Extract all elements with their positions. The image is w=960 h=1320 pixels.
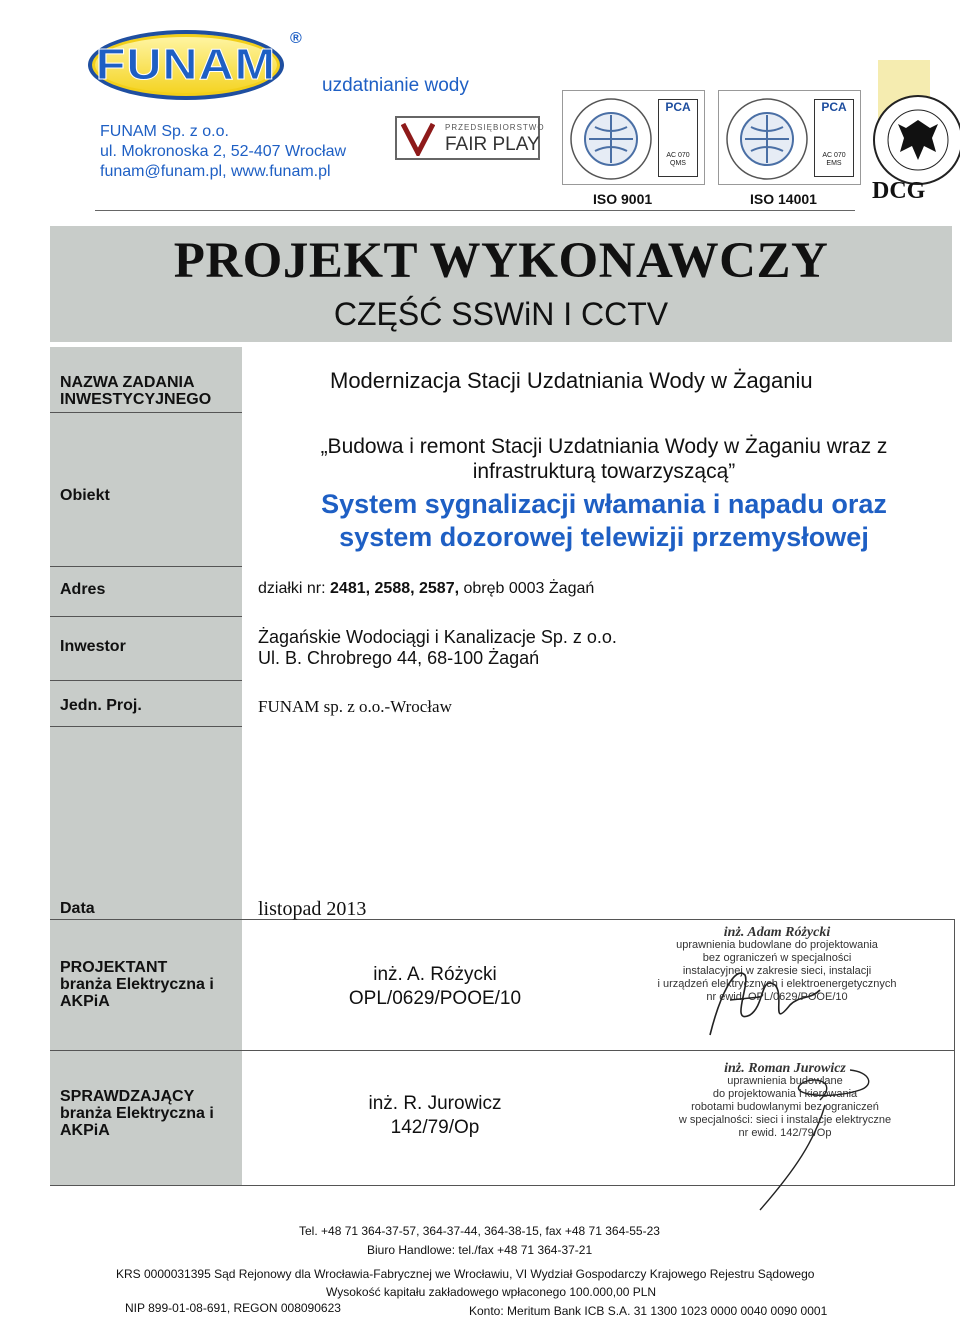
row-divider: [50, 412, 242, 413]
stamp-line: i urządzeń elektrycznych i elektroenergetycznych: [657, 978, 897, 990]
designer-license: OPL/0629/POOE/10: [348, 988, 522, 1009]
document-subtitle: CZĘŚĆ SSWiN I CCTV: [333, 296, 669, 332]
checker-name: inż. R. Jurowicz: [368, 1093, 502, 1114]
stamp-line: uprawnienia budowlane: [727, 1075, 843, 1087]
designer-name: inż. A. Różycki: [373, 964, 497, 985]
pca-mark: [658, 99, 698, 177]
designer-signature: [690, 955, 840, 1050]
logo-text: FUNAM: [95, 40, 277, 89]
label-checker-line1: SPRAWDZAJĄCY: [60, 1088, 195, 1105]
dcg-label: DCG: [872, 178, 926, 204]
row-divider: [50, 919, 955, 920]
footer-capital: Wysokość kapitału zakładowego wpłaconego 100.000,00 PLN: [326, 1285, 657, 1299]
fairplay-badge: [395, 116, 545, 160]
label-investor: Inwestor: [60, 638, 126, 655]
label-date: Data: [60, 900, 95, 917]
pca-text: PCA: [821, 100, 847, 114]
label-column: [50, 347, 242, 1185]
accreditation-text: AC 070 QMS: [666, 152, 690, 167]
iso-14001-label: ISO 14001: [750, 191, 817, 207]
address-plots: 2481, 2588, 2587,: [330, 580, 460, 597]
label-checker: [60, 1088, 214, 1139]
footer-phone: Tel. +48 71 364-37-57, 364-37-44, 364-38-15, fax +48 71 364-55-23: [299, 1224, 660, 1238]
object-line4: system dozorowej telewizji przemysłowej: [339, 522, 869, 552]
company-name: FUNAM Sp. z o.o.: [100, 123, 229, 140]
footer-nip: NIP 899-01-08-691, REGON 008090623: [125, 1301, 341, 1315]
tagline: uzdatnianie wody: [322, 75, 469, 96]
label-task-line1: NAZWA ZADANIA: [60, 374, 195, 391]
stamp-name: inż. Roman Jurowicz: [724, 1061, 846, 1076]
object-line3: System sygnalizacji włamania i napadu oraz: [321, 489, 887, 519]
stamp-line: w specjalności: sieci i instalacje elektryczne: [678, 1114, 892, 1126]
iso-9001-label: ISO 9001: [593, 191, 653, 207]
label-task-line2: INWESTYCYJNEGO: [60, 391, 212, 408]
investor-address: Ul. B. Chrobrego 44, 68-100 Żagań: [258, 648, 540, 668]
funam-logo: [88, 30, 284, 100]
object-description: [264, 434, 944, 484]
pcbc-seal-icon: [569, 97, 653, 181]
investment-task-name: Modernizacja Stacji Uzdatniania Wody w Żaganiu: [330, 368, 813, 393]
label-checker-line2: branża Elektryczna i: [60, 1105, 214, 1122]
label-designer-line3: AKPiA: [60, 993, 110, 1010]
object-system: [264, 488, 944, 554]
footer-krs: KRS 0000031395 Sąd Rejonowy dla Wrocławia-Fabrycznej we Wrocławiu, VI Wydział Gospodarczy Krajowego Rejestru Sądowego: [116, 1267, 815, 1281]
label-object: Obiekt: [60, 487, 110, 504]
label-designer: [60, 959, 214, 1010]
address-suffix: obręb 0003 Żagań: [459, 580, 595, 597]
company-address: [100, 122, 346, 182]
stamp-line: nr ewid. 142/79/Op: [738, 1127, 832, 1139]
iso-9001-certificate: [562, 90, 705, 185]
accreditation-text: AC 070 EMS: [822, 152, 846, 167]
checker-license: 142/79/Op: [390, 1117, 480, 1138]
pca-mark: [814, 99, 854, 177]
fairplay-text: FAIR PLAY: [445, 134, 540, 155]
label-designer-line1: PROJEKTANT: [60, 959, 168, 976]
footer-account: Konto: Meritum Bank ICB S.A. 31 1300 1023 0000 0040 0090 0001: [469, 1304, 828, 1318]
label-address: Adres: [60, 581, 106, 598]
address-prefix: działki nr:: [258, 580, 331, 597]
stamp-line: do projektowania i kierowania: [712, 1088, 858, 1100]
row-divider: [50, 726, 242, 727]
investor-value: [258, 627, 617, 669]
row-divider: [50, 616, 242, 617]
design-unit-value: FUNAM sp. z o.o.-Wrocław: [258, 697, 452, 716]
footer-office: Biuro Handlowe: tel./fax +48 71 364-37-21: [367, 1243, 593, 1257]
table-right-border: [954, 919, 955, 1185]
stamp-line: instalacyjnej w zakresie sieci, instalacji: [682, 965, 872, 977]
investor-name: Żagańskie Wodociągi i Kanalizacje Sp. z o.o.: [258, 627, 617, 647]
object-line2: infrastrukturą towarzyszącą”: [472, 460, 736, 483]
date-value: listopad 2013: [258, 898, 367, 920]
row-divider: [50, 1050, 955, 1051]
object-line1: „Budowa i remont Stacji Uzdatniania Wody w Żaganiu wraz z: [320, 435, 888, 458]
pca-text: PCA: [665, 100, 691, 114]
address-value: [258, 580, 594, 598]
checkmark-icon: [401, 120, 435, 156]
fairplay-small-text: PRZEDSIĘBIORSTWO: [445, 123, 545, 132]
label-unit: Jedn. Proj.: [60, 697, 142, 714]
stamp-line: bez ograniczeń w specjalności: [702, 952, 852, 964]
iso-14001-certificate: [718, 90, 861, 185]
designer: [250, 963, 620, 1011]
stamp-line: nr ewid. OPL/0629/POOE/10: [706, 991, 848, 1003]
checker: [250, 1092, 620, 1140]
document-title: PROJEKT WYKONAWCZY: [173, 233, 829, 289]
label-checker-line3: AKPiA: [60, 1122, 110, 1139]
company-contact: funam@funam.pl, www.funam.pl: [100, 163, 331, 180]
row-divider: [50, 680, 242, 681]
registered-mark: ®: [290, 30, 302, 47]
stamp-line: robotami budowlanymi bez ograniczeń: [691, 1101, 879, 1113]
checker-signature: [700, 1060, 900, 1220]
pcbc-seal-icon: [725, 97, 809, 181]
stamp-line: uprawnienia budowlane do projektowania: [676, 939, 878, 951]
stamp-name: inż. Adam Różycki: [723, 925, 831, 940]
company-street: ul. Mokronoska 2, 52-407 Wrocław: [100, 143, 347, 160]
header-divider: [95, 210, 855, 211]
label-designer-line2: branża Elektryczna i: [60, 976, 214, 993]
row-divider: [50, 566, 242, 567]
label-task: [60, 374, 211, 408]
